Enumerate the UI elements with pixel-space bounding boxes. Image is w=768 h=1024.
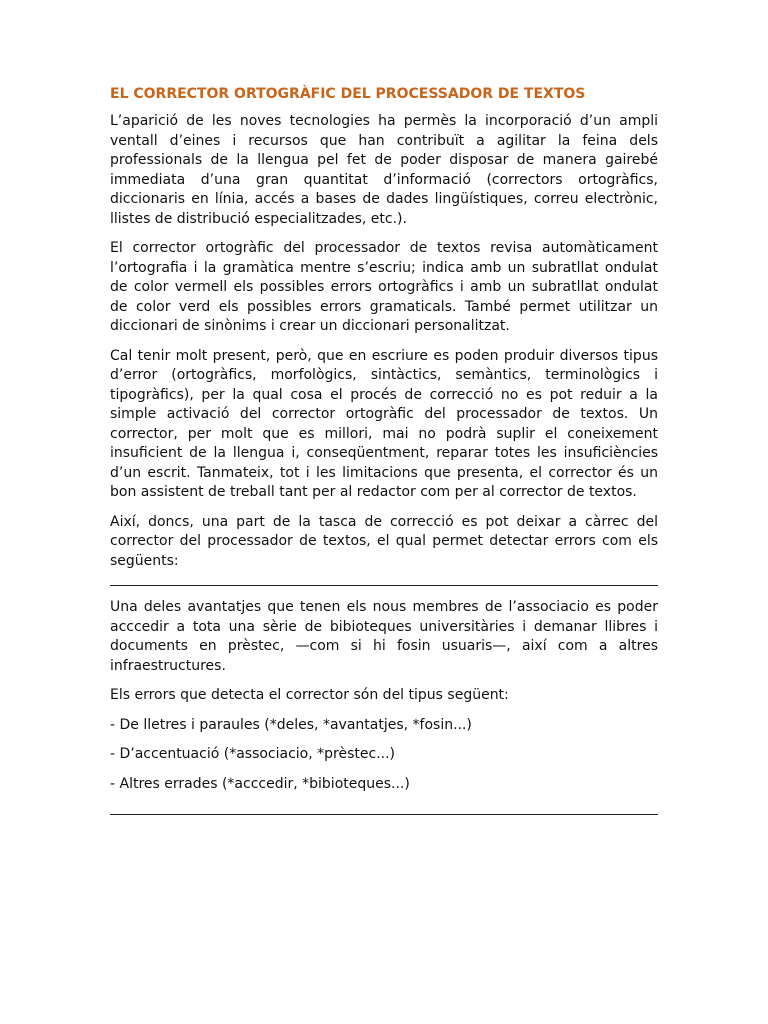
document-page: [110, 84, 658, 815]
divider-top: [110, 585, 658, 586]
example-text: Una deles avantatjes que tenen els nous membres de l’associacio es poder acccedir a tota una sèrie de bibioteques universitàries i demanar llibres i documents en prèstec, —com si hi fosin usuaris—, així com a altres infraestructures.: [110, 599, 658, 674]
list-item: - D’accentuació (*associacio, *prèstec...): [110, 746, 396, 762]
list-item: - Altres errades (*acccedir, *bibioteques...): [110, 775, 410, 792]
example-box: [110, 598, 658, 794]
example-intro: Els errors que detecta el corrector són del tipus següent:: [110, 687, 509, 703]
divider-bottom: [110, 814, 658, 815]
list-item: - De lletres i paraules (*deles, *avantatjes, *fosin...): [110, 716, 472, 733]
paragraph-corrector-description: El corrector ortogràfic del processador de textos revisa automàticament l’ortografia i la gramàtica mentre s’escriu; indica amb un subratllat ondulat de color vermell els possibles errors ortogràfics i amb un subratllat ondulat de color verd els possibles errors gramaticals. També permet utilitzar un diccionari de sinònims i crear un diccionari personalitzat.: [110, 240, 658, 334]
paragraph-conclusion: Així, doncs, una part de la tasca de correcció es pot deixar a càrrec del corrector del processador de textos, el qual permet detectar errors com els següents:: [110, 513, 658, 569]
paragraph-limitations: Cal tenir molt present, però, que en escriure es poden produir diversos tipus d’error (ortogràfics, morfològics, sintàctics, semàntics, terminològics i tipogràfics), per la qual cosa el procés de correcció no es pot reduir a la simple activació del corrector ortogràfic del processador de textos. Un corrector, per molt que es millori, mai no podrà suplir el coneixement insuficient de la llengua i, conseqüentment, reparar totes les insuficiències d’un escrit. Tanmateix, tot i les limitacions que presenta, el corrector és un bon assistent de treball tant per al redactor com per al corrector de textos.: [110, 347, 658, 500]
page-title: EL CORRECTOR ORTOGRÀFIC DEL PROCESSADOR DE TEXTOS: [110, 86, 586, 102]
paragraph-intro: L’aparició de les noves tecnologies ha permès la incorporació d’un ampli ventall d’eines i recursos que han contribuït a agilitar la feina dels professionals de la llengua pel fet de poder disposar de manera gairebé immediata d’una gran quantitat d’informació (correctors ortogràfics, diccionaris en línia, accés a bases de dades lingüístiques, correu electrònic, llistes de distribució especialitzades, etc.).: [110, 113, 658, 227]
